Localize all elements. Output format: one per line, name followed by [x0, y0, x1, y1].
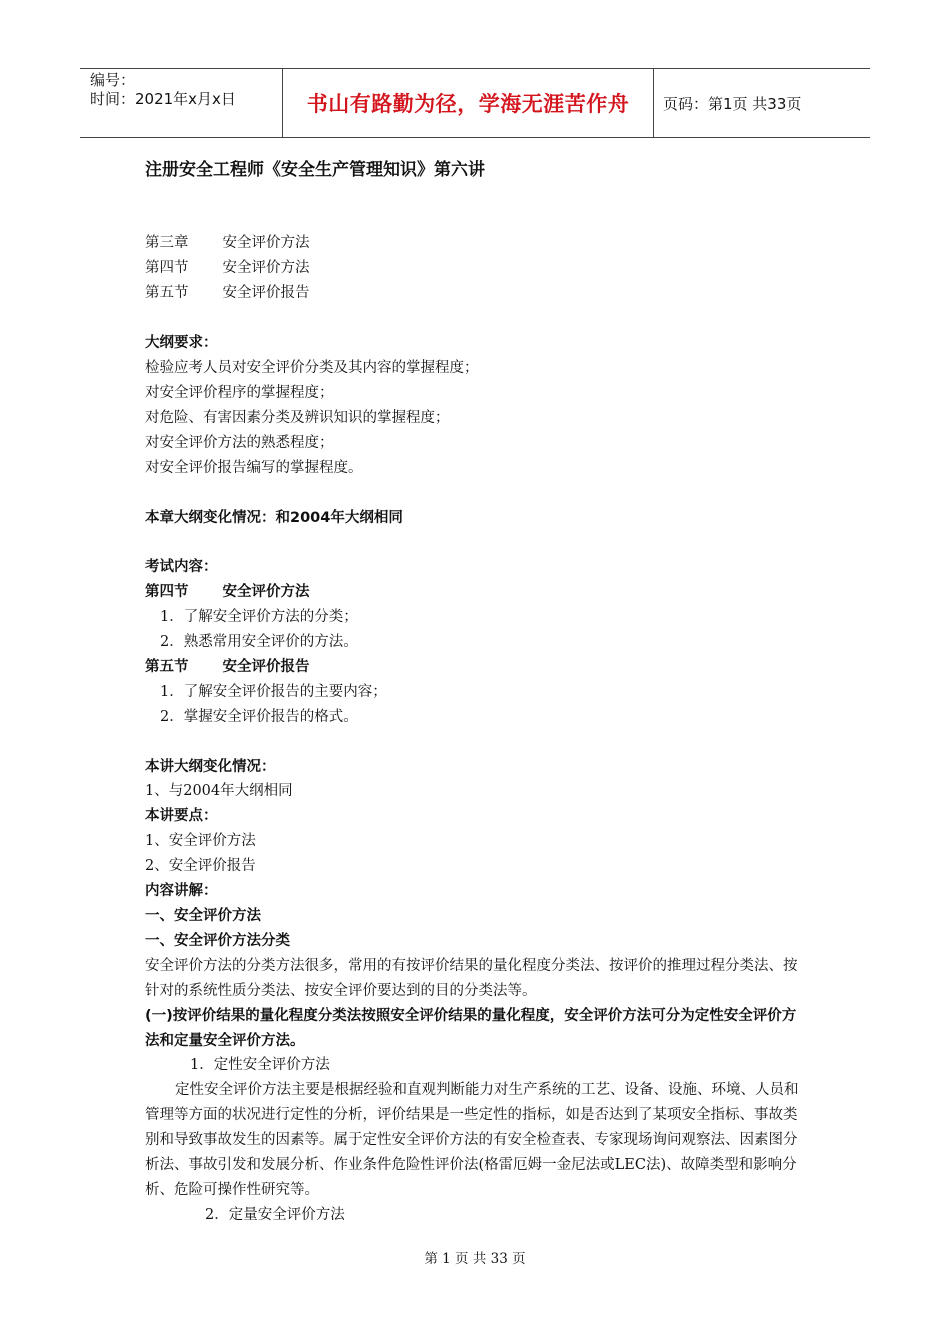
subheading: 2．定量安全评价方法	[205, 1207, 345, 1223]
outline-item: 对安全评价方法的熟悉程度；	[145, 435, 334, 451]
exam-item: 1．了解安全评价方法的分类；	[160, 609, 358, 625]
exam-item: 2．掌握安全评价报告的格式。	[160, 709, 358, 725]
outline-item: 检验应考人员对安全评价分类及其内容的掌握程度；	[145, 360, 479, 376]
page-header	[80, 68, 870, 138]
document-title: 注册安全工程师《安全生产管理知识》第六讲	[145, 160, 485, 180]
subheading: 1．定性安全评价方法	[190, 1057, 330, 1073]
bold-paragraph: (一)按评价结果的量化程度分类法按照安全评价结果的量化程度，安全评价方法可分为定性安全评价方法和定量安全评价方法。	[145, 1008, 797, 1049]
content-heading: 内容讲解：	[145, 883, 218, 899]
toc-item: 第四节 安全评价方法	[145, 260, 310, 276]
paragraph: 安全评价方法的分类方法很多，常用的有按评价结果的量化程度分类法、按评价的推理过程分类法、按针对的系统性质分类法、按安全评价要达到的目的分类法等。	[145, 958, 798, 999]
exam-section-4: 第四节 安全评价方法	[145, 584, 310, 600]
outline-item: 对危险、有害因素分类及辨识知识的掌握程度；	[145, 410, 450, 426]
header-meta	[90, 71, 236, 109]
header-page-label: 页码：第1页 共33页	[663, 95, 802, 113]
paragraph: 定性安全评价方法主要是根据经验和直观判断能力对生产系统的工艺、设备、设施、环境、人员和管理等方面的状况进行定性的分析，评价结果是一些定性的指标，如是否达到了某项安全指标、事故类别和导致事故发生的因素等。属于定性安全评价方法的有安全检查表、专家现场询问观察法、因素图分析法、事故引发和发展分析、作业条件危险性评价法(格雷厄姆一金尼法或LEC法)、故障类型和影响分析、危险可操作性研究等。	[145, 1082, 799, 1198]
key-point-item: 1、安全评价方法	[145, 833, 256, 849]
subsection-heading: 一、安全评价方法分类	[145, 933, 290, 949]
exam-heading: 考试内容：	[145, 559, 218, 575]
code-label: 编号：	[90, 71, 136, 89]
chapter-change: 本章大纲变化情况：和2004年大纲相同	[145, 510, 403, 526]
key-point-item: 2、安全评价报告	[145, 858, 256, 874]
toc-item: 第三章 安全评价方法	[145, 235, 310, 251]
key-points-heading: 本讲要点：	[145, 808, 218, 824]
page-footer: 第 1 页 共 33 页	[424, 1251, 526, 1267]
outline-heading: 大纲要求：	[145, 335, 218, 351]
time-label: 时间：2021年x月x日	[90, 90, 236, 108]
outline-item: 对安全评价程序的掌握程度；	[145, 385, 334, 401]
lecture-change-heading: 本讲大纲变化情况：	[145, 759, 276, 775]
section-heading: 一、安全评价方法	[145, 908, 261, 924]
exam-section-5: 第五节 安全评价报告	[145, 659, 310, 675]
outline-item: 对安全评价报告编写的掌握程度。	[145, 460, 363, 476]
exam-item: 2．熟悉常用安全评价的方法。	[160, 634, 358, 650]
header-motto: 书山有路勤为径，学海无涯苦作舟	[282, 69, 654, 137]
exam-item: 1．了解安全评价报告的主要内容；	[160, 684, 387, 700]
lecture-change-text: 1、与2004年大纲相同	[145, 783, 293, 799]
toc-item: 第五节 安全评价报告	[145, 285, 310, 301]
